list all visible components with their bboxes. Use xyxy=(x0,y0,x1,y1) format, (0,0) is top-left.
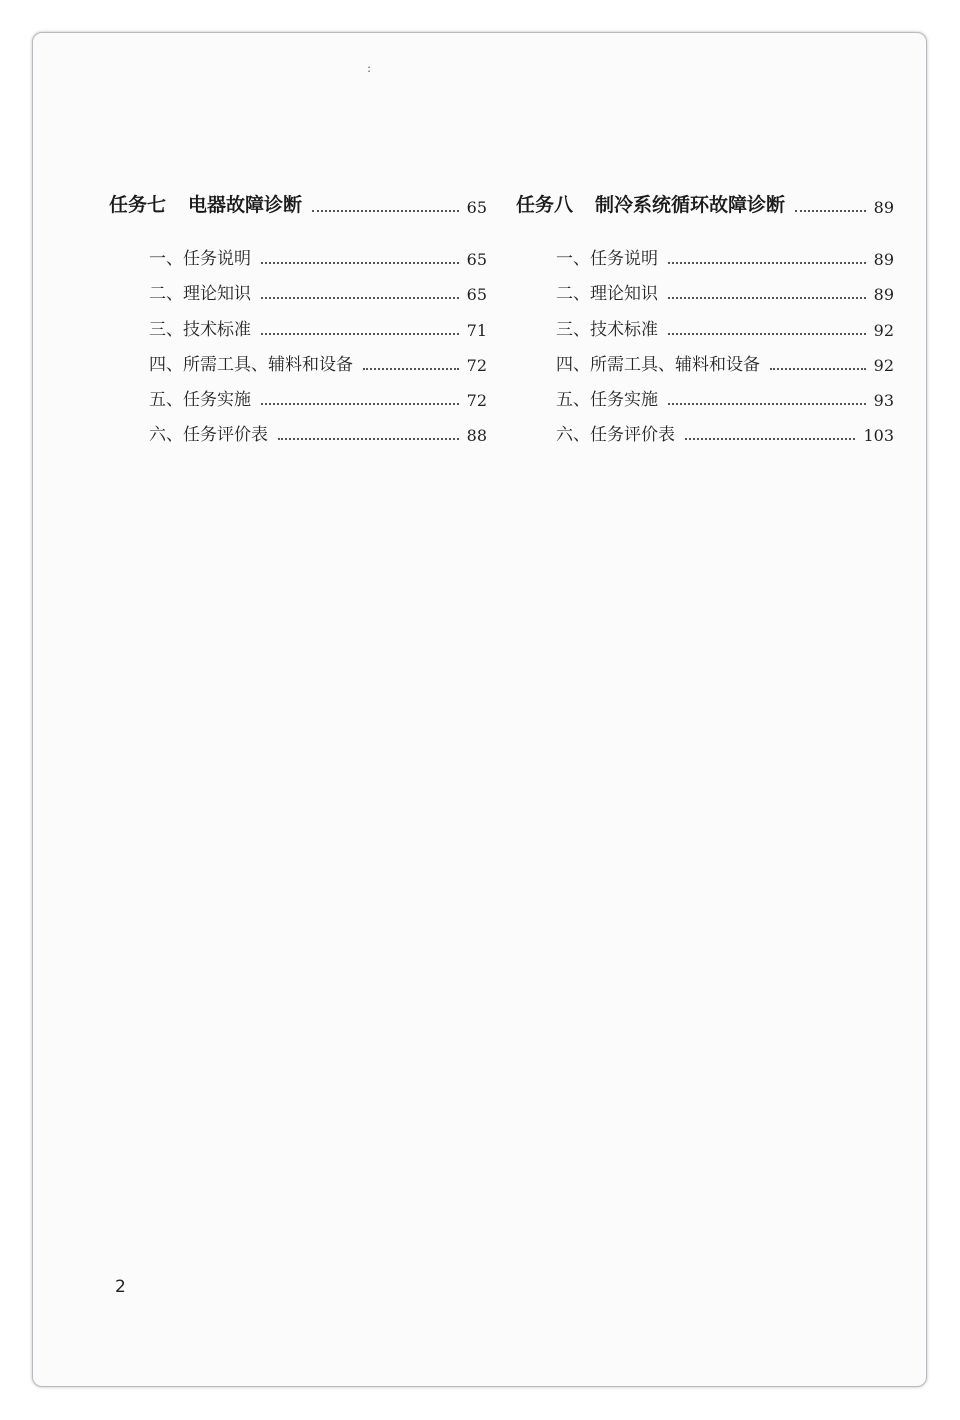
task-page-number: 89 xyxy=(873,198,894,217)
toc-item-page: 71 xyxy=(466,320,487,340)
dot-leader xyxy=(261,333,459,335)
toc-item-label: 二、理论知识 xyxy=(556,284,658,305)
toc-item-label: 一、任务说明 xyxy=(556,249,658,270)
dot-leader xyxy=(363,368,459,370)
toc-column-right xyxy=(516,183,894,445)
page-mark: : xyxy=(367,61,372,75)
task-prefix: 任务八 xyxy=(516,194,574,216)
toc-item[interactable] xyxy=(556,375,894,410)
task-prefix: 任务七 xyxy=(109,194,167,216)
toc-item-label: 六、任务评价表 xyxy=(556,425,675,446)
task-page-number: 65 xyxy=(466,198,487,217)
toc-item-page: 92 xyxy=(873,320,894,340)
toc-item-label: 五、任务实施 xyxy=(556,389,658,410)
toc-item-page: 72 xyxy=(466,390,487,410)
dot-leader xyxy=(312,210,459,212)
toc-item-list xyxy=(109,234,487,445)
dot-leader xyxy=(261,403,459,405)
toc-item[interactable] xyxy=(556,234,894,269)
task-title: 制冷系统循环故障诊断 xyxy=(595,194,786,216)
toc-task-heading[interactable] xyxy=(109,183,487,217)
toc-item-page: 93 xyxy=(873,390,894,410)
toc-item[interactable] xyxy=(556,410,894,445)
toc-item-page: 103 xyxy=(863,426,894,446)
dot-leader xyxy=(668,262,866,264)
dot-leader xyxy=(668,333,866,335)
toc-item[interactable] xyxy=(149,269,487,304)
dot-leader xyxy=(261,297,459,299)
toc-item[interactable] xyxy=(149,234,487,269)
toc-column-left xyxy=(109,183,487,445)
page-number: 2 xyxy=(115,1277,126,1297)
toc-item-page: 89 xyxy=(873,285,894,305)
toc-item-page: 72 xyxy=(466,355,487,375)
toc-item[interactable] xyxy=(556,304,894,339)
toc-item-label: 三、技术标准 xyxy=(149,319,251,340)
dot-leader xyxy=(685,438,855,440)
toc-item-label: 四、所需工具、辅料和设备 xyxy=(149,354,353,375)
dot-leader xyxy=(278,438,459,440)
toc-item[interactable] xyxy=(149,375,487,410)
toc-item[interactable] xyxy=(149,410,487,445)
toc-item-label: 五、任务实施 xyxy=(149,389,251,410)
toc-item-list xyxy=(516,234,894,445)
toc-task-heading[interactable] xyxy=(516,183,894,217)
dot-leader xyxy=(795,210,866,212)
dot-leader xyxy=(770,368,866,370)
toc-item[interactable] xyxy=(149,304,487,339)
dot-leader xyxy=(261,262,459,264)
toc-item-label: 一、任务说明 xyxy=(149,249,251,270)
toc-item-page: 88 xyxy=(466,426,487,446)
toc-item-page: 65 xyxy=(466,285,487,305)
toc-item-label: 二、理论知识 xyxy=(149,284,251,305)
toc-item[interactable] xyxy=(556,340,894,375)
document-page xyxy=(32,32,927,1387)
dot-leader xyxy=(668,403,866,405)
toc-item-label: 三、技术标准 xyxy=(556,319,658,340)
toc-item-page: 65 xyxy=(466,250,487,270)
toc-item-label: 六、任务评价表 xyxy=(149,425,268,446)
toc-item[interactable] xyxy=(149,340,487,375)
task-title: 电器故障诊断 xyxy=(188,194,303,216)
toc-item-label: 四、所需工具、辅料和设备 xyxy=(556,354,760,375)
toc-item-page: 89 xyxy=(873,250,894,270)
dot-leader xyxy=(668,297,866,299)
toc-item[interactable] xyxy=(556,269,894,304)
toc-item-page: 92 xyxy=(873,355,894,375)
